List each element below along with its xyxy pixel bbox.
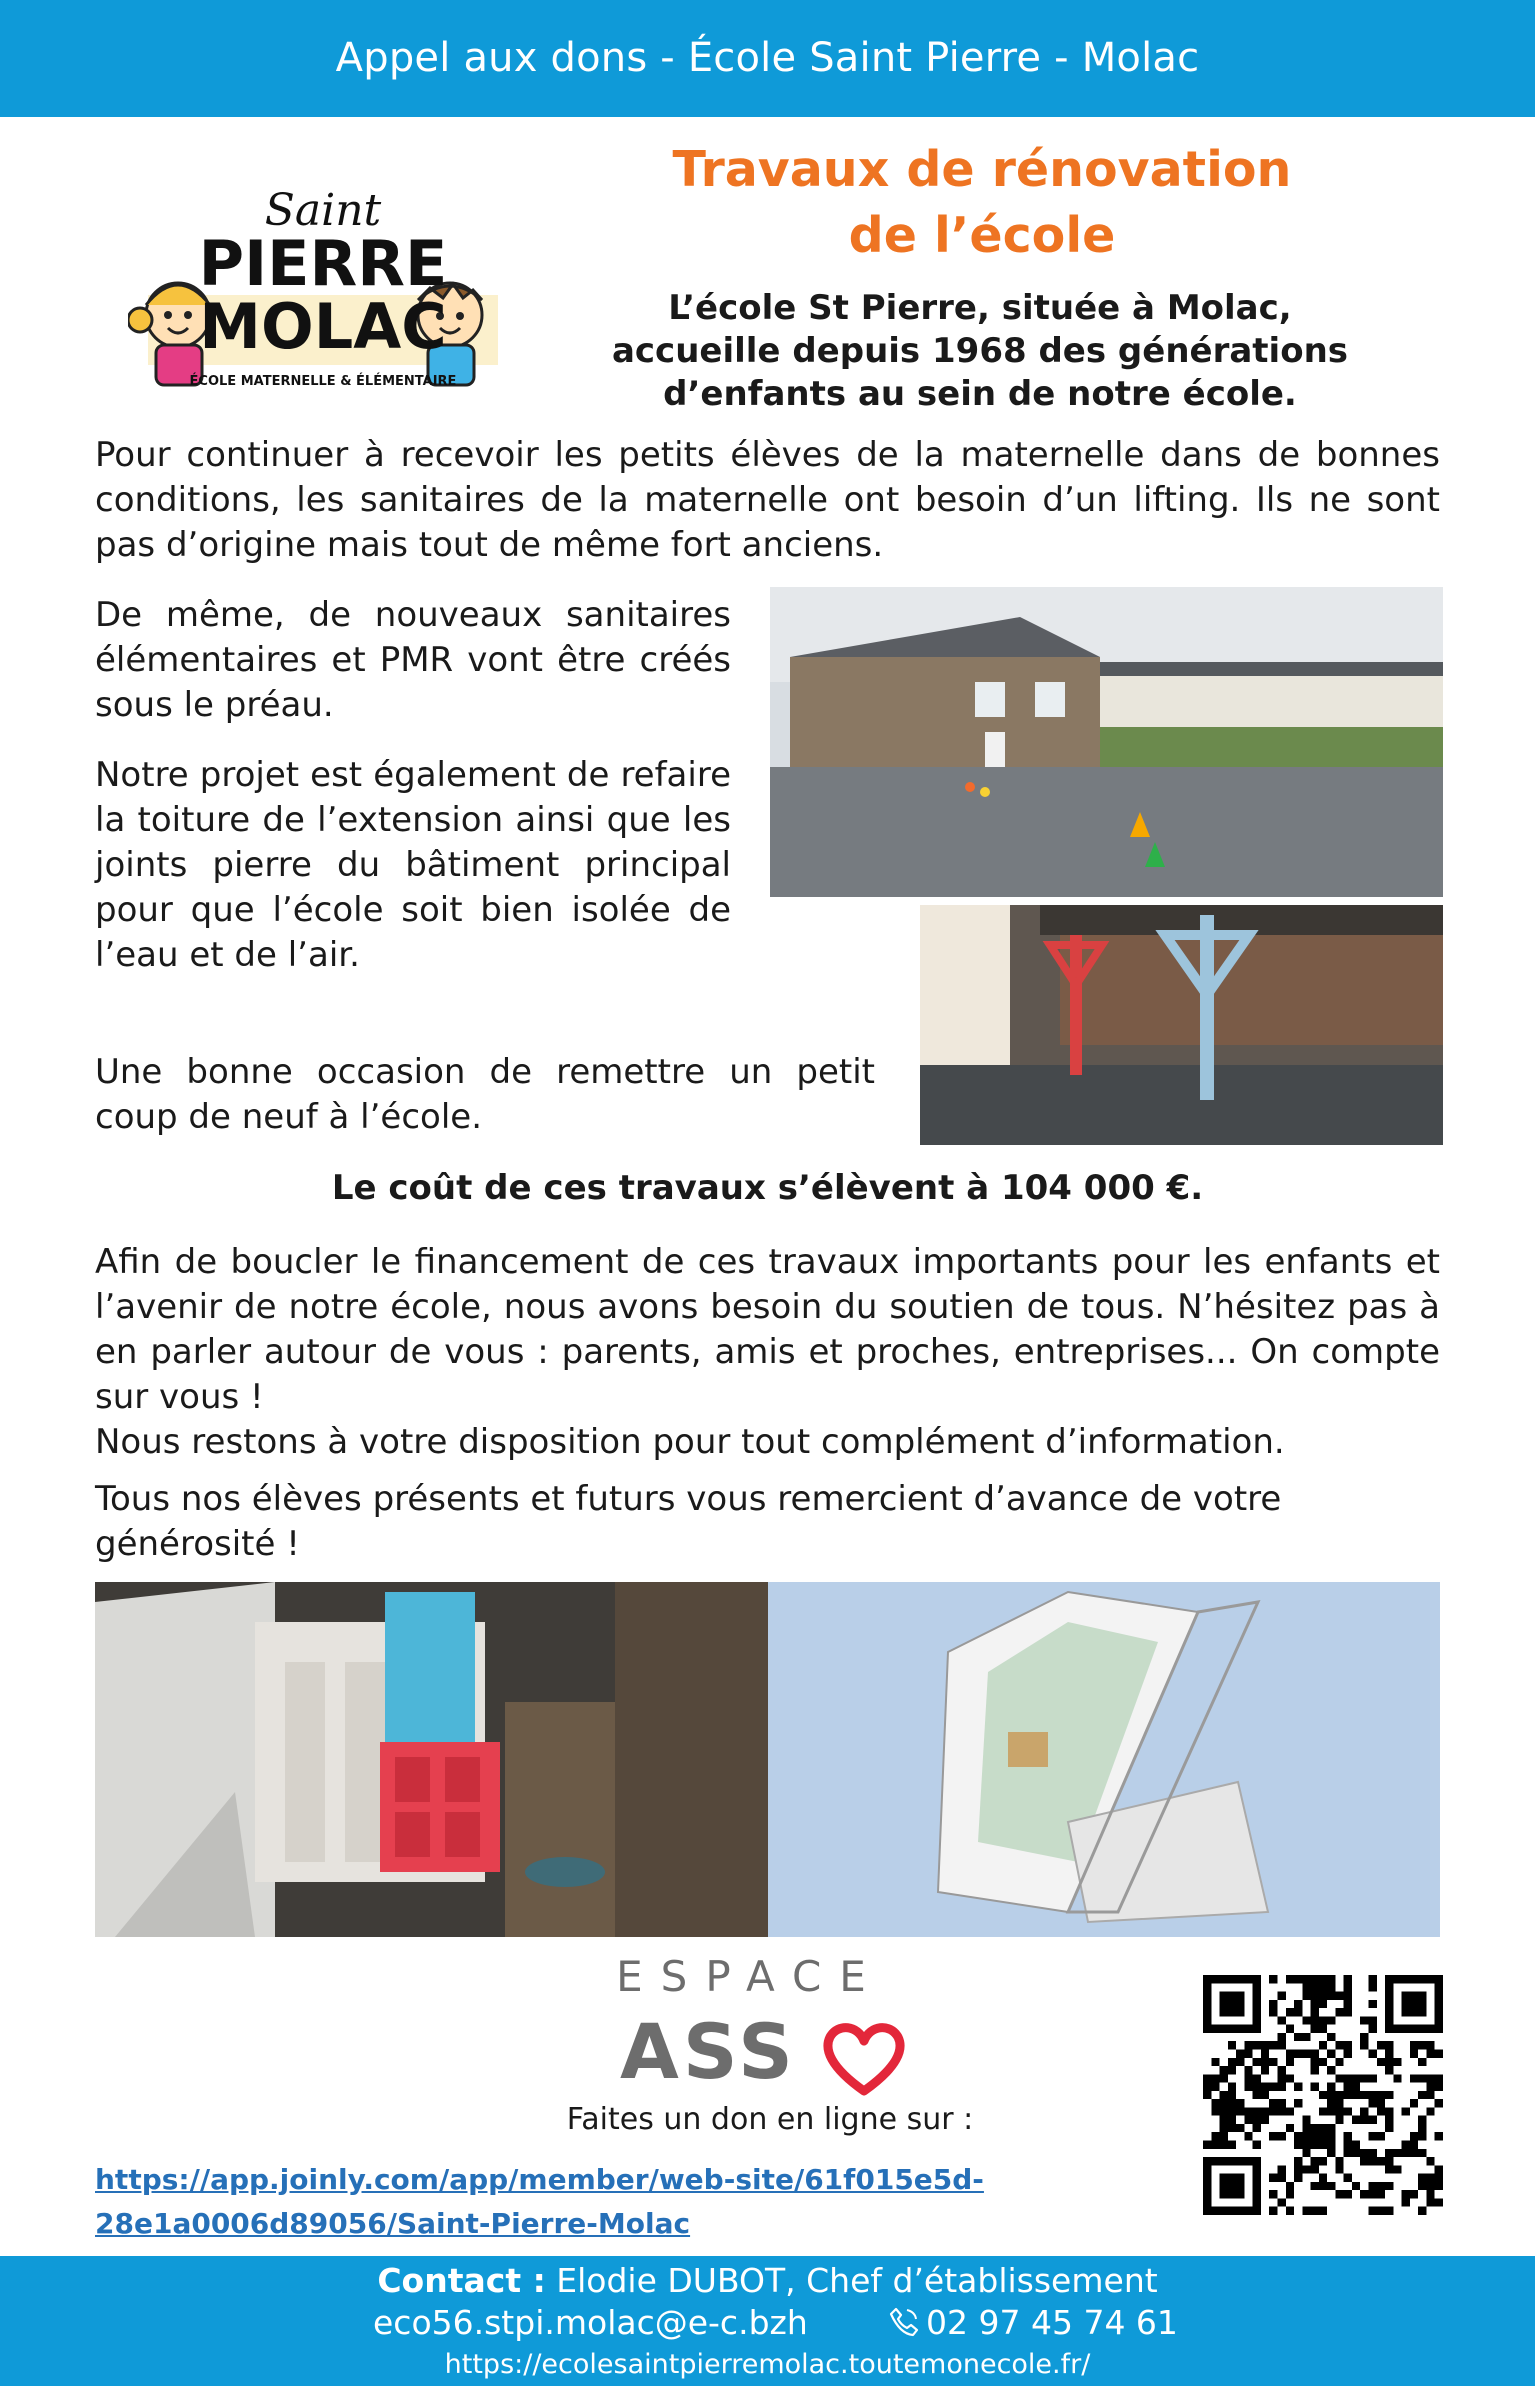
school-building-photo <box>770 587 1443 897</box>
espace-asso-logo <box>620 2007 920 2097</box>
paragraph-toiture: Notre projet est également de refaire la toiture de l’extension ainsi que les joints pierre du bâtiment principal pour que l’école soit bien isolée de l’eau et de l’air. <box>95 755 731 975</box>
logo-text-saint: Saint <box>264 185 382 236</box>
donation-link-line-1[interactable]: https://app.joinly.com/app/member/web-site/61f015e5d- <box>95 2163 984 2196</box>
contact-label: Contact : <box>377 2261 546 2300</box>
phone-icon <box>888 2306 920 2338</box>
contact-email[interactable]: eco56.stpi.molac@e-c.bzh <box>373 2303 808 2342</box>
heart-icon <box>820 2019 908 2097</box>
contact-line <box>0 2260 1535 2302</box>
floor-plan-3d <box>768 1582 1440 1937</box>
donation-link-line-2[interactable]: 28e1a0006d89056/Saint-Pierre-Molac <box>95 2207 691 2240</box>
logo-text-pierre: PIERRE <box>198 227 448 300</box>
donate-cta: Faites un don en ligne sur : <box>566 2102 974 2137</box>
paragraph-sanitaires-elementaires: De même, de nouveaux sanitaires élémentaires et PMR vont être créés sous le préau. <box>95 595 731 725</box>
old-sanitaires-photo <box>95 1582 768 1937</box>
logo-subtitle: ÉCOLE MATERNELLE & ÉLÉMENTAIRE <box>189 374 457 389</box>
title-line-2: de l’école <box>848 207 1116 264</box>
title-line-1: Travaux de rénovation <box>672 141 1292 198</box>
header-banner: Appel aux dons - École Saint Pierre - Molac <box>0 0 1535 117</box>
donation-link[interactable] <box>95 2158 1015 2246</box>
qr-code-icon <box>1203 1975 1443 2215</box>
qr-code[interactable] <box>1203 1975 1443 2215</box>
cost-statement: Le coût de ces travaux s’élèvent à 104 000 €. <box>331 1168 1204 1208</box>
school-logo <box>128 180 518 410</box>
paragraph-occasion: Une bonne occasion de remettre un petit coup de neuf à l’école. <box>95 1052 875 1137</box>
intro-line-2: accueille depuis 1968 des générations <box>611 331 1349 371</box>
logo-illustration <box>128 180 518 410</box>
espace-asso-label: ESPACE <box>616 1952 884 2001</box>
contact-name: Elodie DUBOT, Chef d’établissement <box>545 2261 1158 2300</box>
preau-photo <box>920 905 1443 1145</box>
logo-text-molac: MOLAC <box>199 290 447 363</box>
article-intro <box>570 287 1390 416</box>
paragraph-remerciements: Tous nos élèves présents et futurs vous remercient d’avance de votre générosité ! <box>95 1479 1282 1564</box>
paragraph-disposition: Nous restons à votre disposition pour tout complément d’information. <box>95 1422 1285 1462</box>
contact-phone-number: 02 97 45 74 61 <box>926 2303 1178 2342</box>
asso-text: ASS <box>620 2007 797 2096</box>
contact-phone[interactable] <box>888 2302 1178 2344</box>
intro-line-1: L’école St Pierre, située à Molac, <box>668 288 1292 328</box>
paragraph-financement: Afin de boucler le financement de ces travaux importants pour les enfants et l’avenir de notre école, nous avons besoin du soutien de tous. N’hésitez pas à en parler autour de vous : parents, amis et proches, entreprises... On compte sur vous ! <box>95 1242 1440 1417</box>
intro-line-3: d’enfants au sein de notre école. <box>663 374 1297 414</box>
paragraph-sanitaires-maternelle: Pour continuer à recevoir les petits élèves de la maternelle dans de bonnes conditions, les sanitaires de la maternelle ont besoin d’un lifting. Ils ne sont pas d’origine mais tout de même fort anciens. <box>95 435 1440 565</box>
footer-banner <box>0 2256 1535 2386</box>
article-title <box>612 137 1352 269</box>
school-website[interactable]: https://ecolesaintpierremolac.toutemonecole.fr/ <box>444 2349 1091 2380</box>
